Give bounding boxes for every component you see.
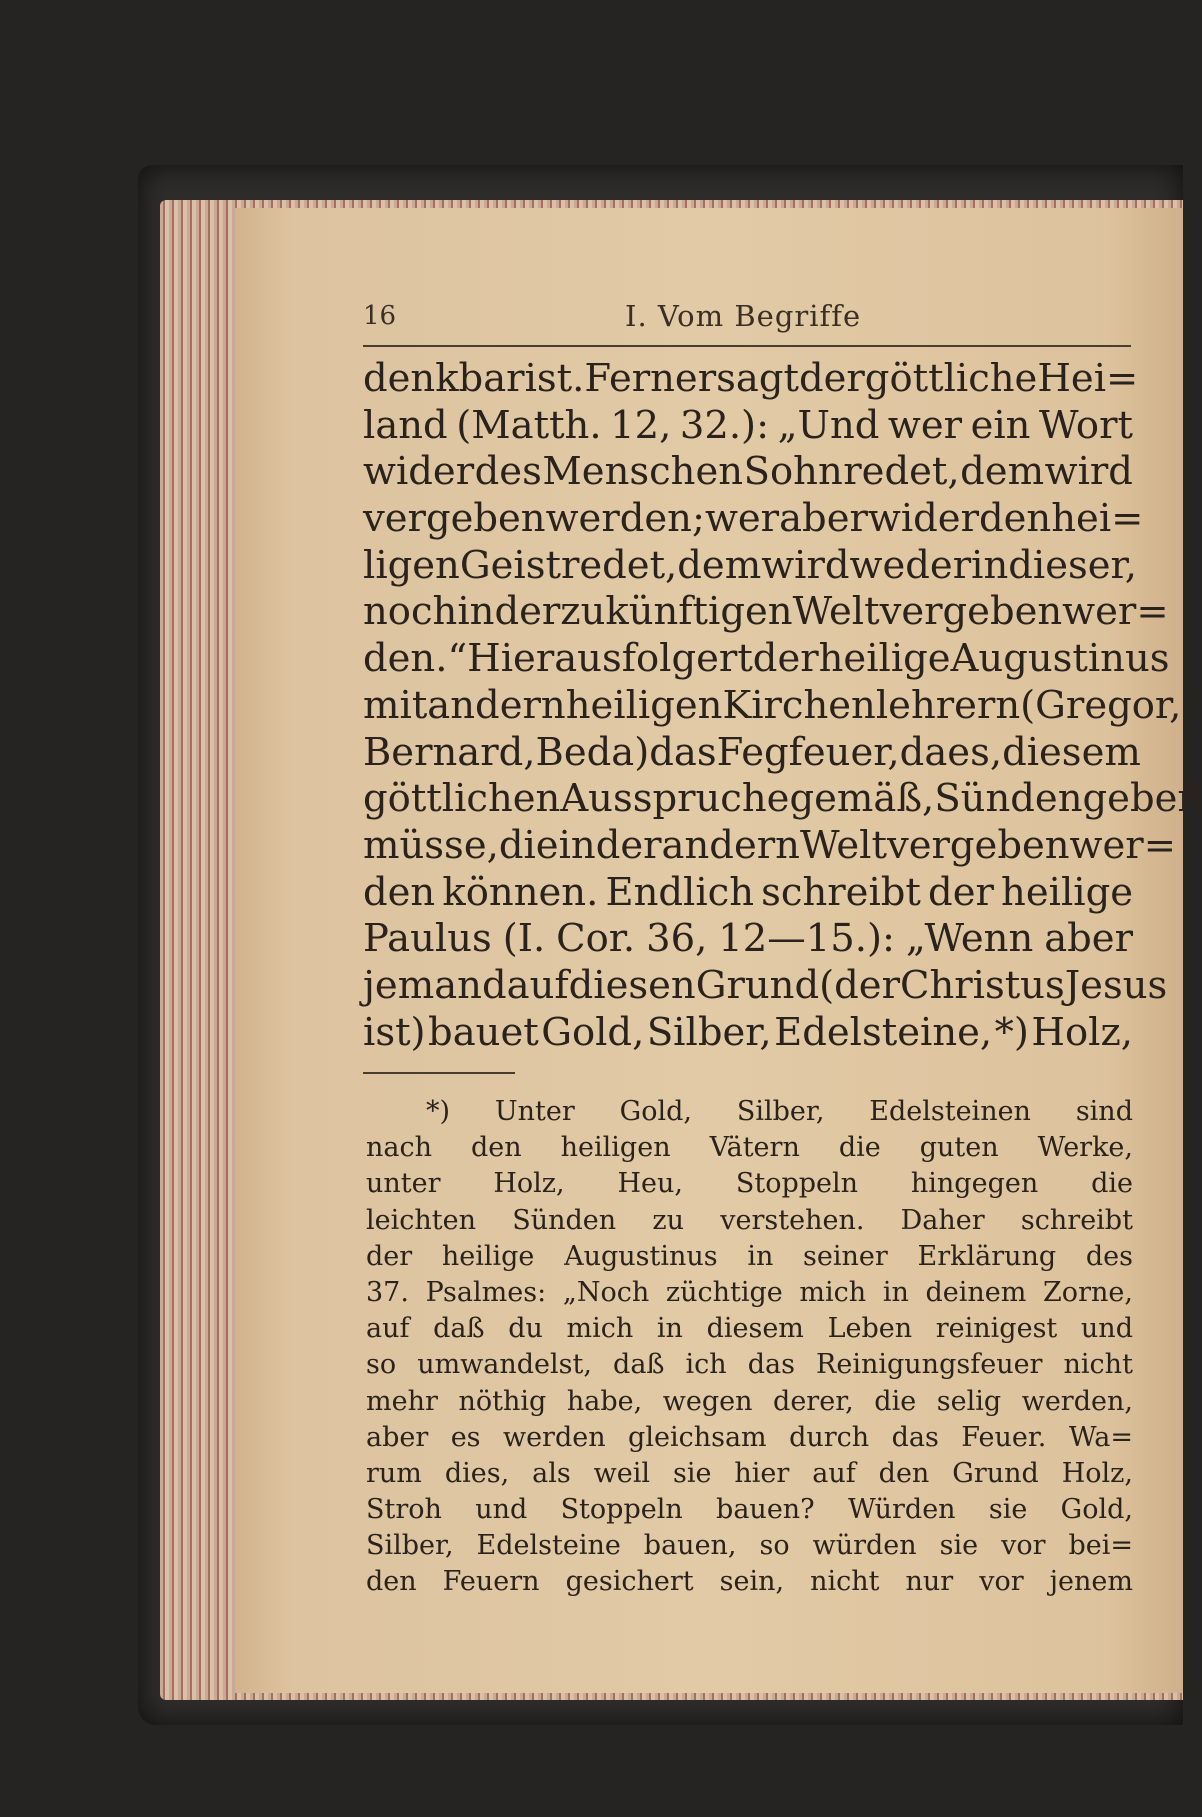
body-line: Bernard, Beda) das Fegfeuer, da es, diesem <box>363 729 1141 775</box>
footnote-line: leichten Sünden zu verstehen. Daher schreibt <box>366 1204 1133 1236</box>
body-line: müsse, die in der andern Welt vergeben wer= <box>363 822 1176 868</box>
body-line: mit andern heiligen Kirchenlehrern (Gregor, <box>363 682 1182 728</box>
footnote-line: der heilige Augustinus in seiner Erklärung des <box>366 1240 1133 1272</box>
footnote-line: unter Holz, Heu, Stoppeln hingegen die <box>366 1168 1133 1200</box>
body-line: land (Matth. 12, 32.): „Und wer ein Wort <box>363 402 1133 448</box>
footnote-line: *) Unter Gold, Silber, Edelsteinen sind <box>426 1096 1133 1127</box>
body-line: vergeben werden; wer aber wider den hei= <box>363 496 1144 542</box>
page-header <box>363 295 1131 347</box>
body-line: wider des Menschen Sohn redet, dem wird <box>363 449 1133 495</box>
body-line: den.“ Hieraus folgert der heilige Augustinus <box>363 636 1170 682</box>
footnote-line: so umwandelst, daß ich das Reinigungsfeuer nicht <box>366 1349 1133 1381</box>
footnote-line: rum dies, als weil sie hier auf den Grund Holz, <box>366 1457 1133 1489</box>
footnote-line: den Feuern gesichert sein, nicht nur vor jenem <box>366 1566 1133 1598</box>
body-line: denkbar ist. Ferner sagt der göttliche Hei= <box>363 356 1139 401</box>
body-line: Paulus (I. Cor. 36, 12—15.): „Wenn aber <box>363 916 1133 962</box>
running-title: I. Vom Begriffe <box>625 299 862 333</box>
footnote-rule <box>363 1072 515 1074</box>
footnote-line: nach den heiligen Vätern die guten Werke, <box>366 1132 1133 1164</box>
footnote-line: aber es werden gleichsam durch das Feuer. Wa= <box>366 1421 1133 1453</box>
footnote-line: Stroh und Stoppeln bauen? Würden sie Gold, <box>366 1494 1133 1526</box>
body-line: ligen Geist redet, dem wird weder in dieser, <box>363 542 1137 588</box>
body-line: den können. Endlich schreibt der heilige <box>363 869 1133 915</box>
footnote <box>366 1094 1133 1601</box>
footnote-line: 37. Psalmes: „Noch züchtige mich in deinem Zorne, <box>366 1276 1133 1308</box>
body-line: noch in der zukünftigen Welt vergeben wer= <box>363 589 1169 635</box>
page-number: 16 <box>363 301 397 331</box>
body-text <box>363 356 1202 1056</box>
body-line: jemand auf diesen Grund (der Christus Jesus <box>363 962 1168 1008</box>
footnote-line: mehr nöthig habe, wegen derer, die selig werden, <box>366 1385 1133 1417</box>
body-line: ist) bauet Gold, Silber, Edelsteine, *) Holz, <box>363 1009 1133 1055</box>
body-line: göttlichen Ausspruche gemäß, Sünden geben <box>363 776 1202 822</box>
footnote-line: Silber, Edelsteine bauen, so würden sie vor bei= <box>366 1530 1133 1562</box>
footnote-line: auf daß du mich in diesem Leben reinigest und <box>366 1313 1133 1345</box>
